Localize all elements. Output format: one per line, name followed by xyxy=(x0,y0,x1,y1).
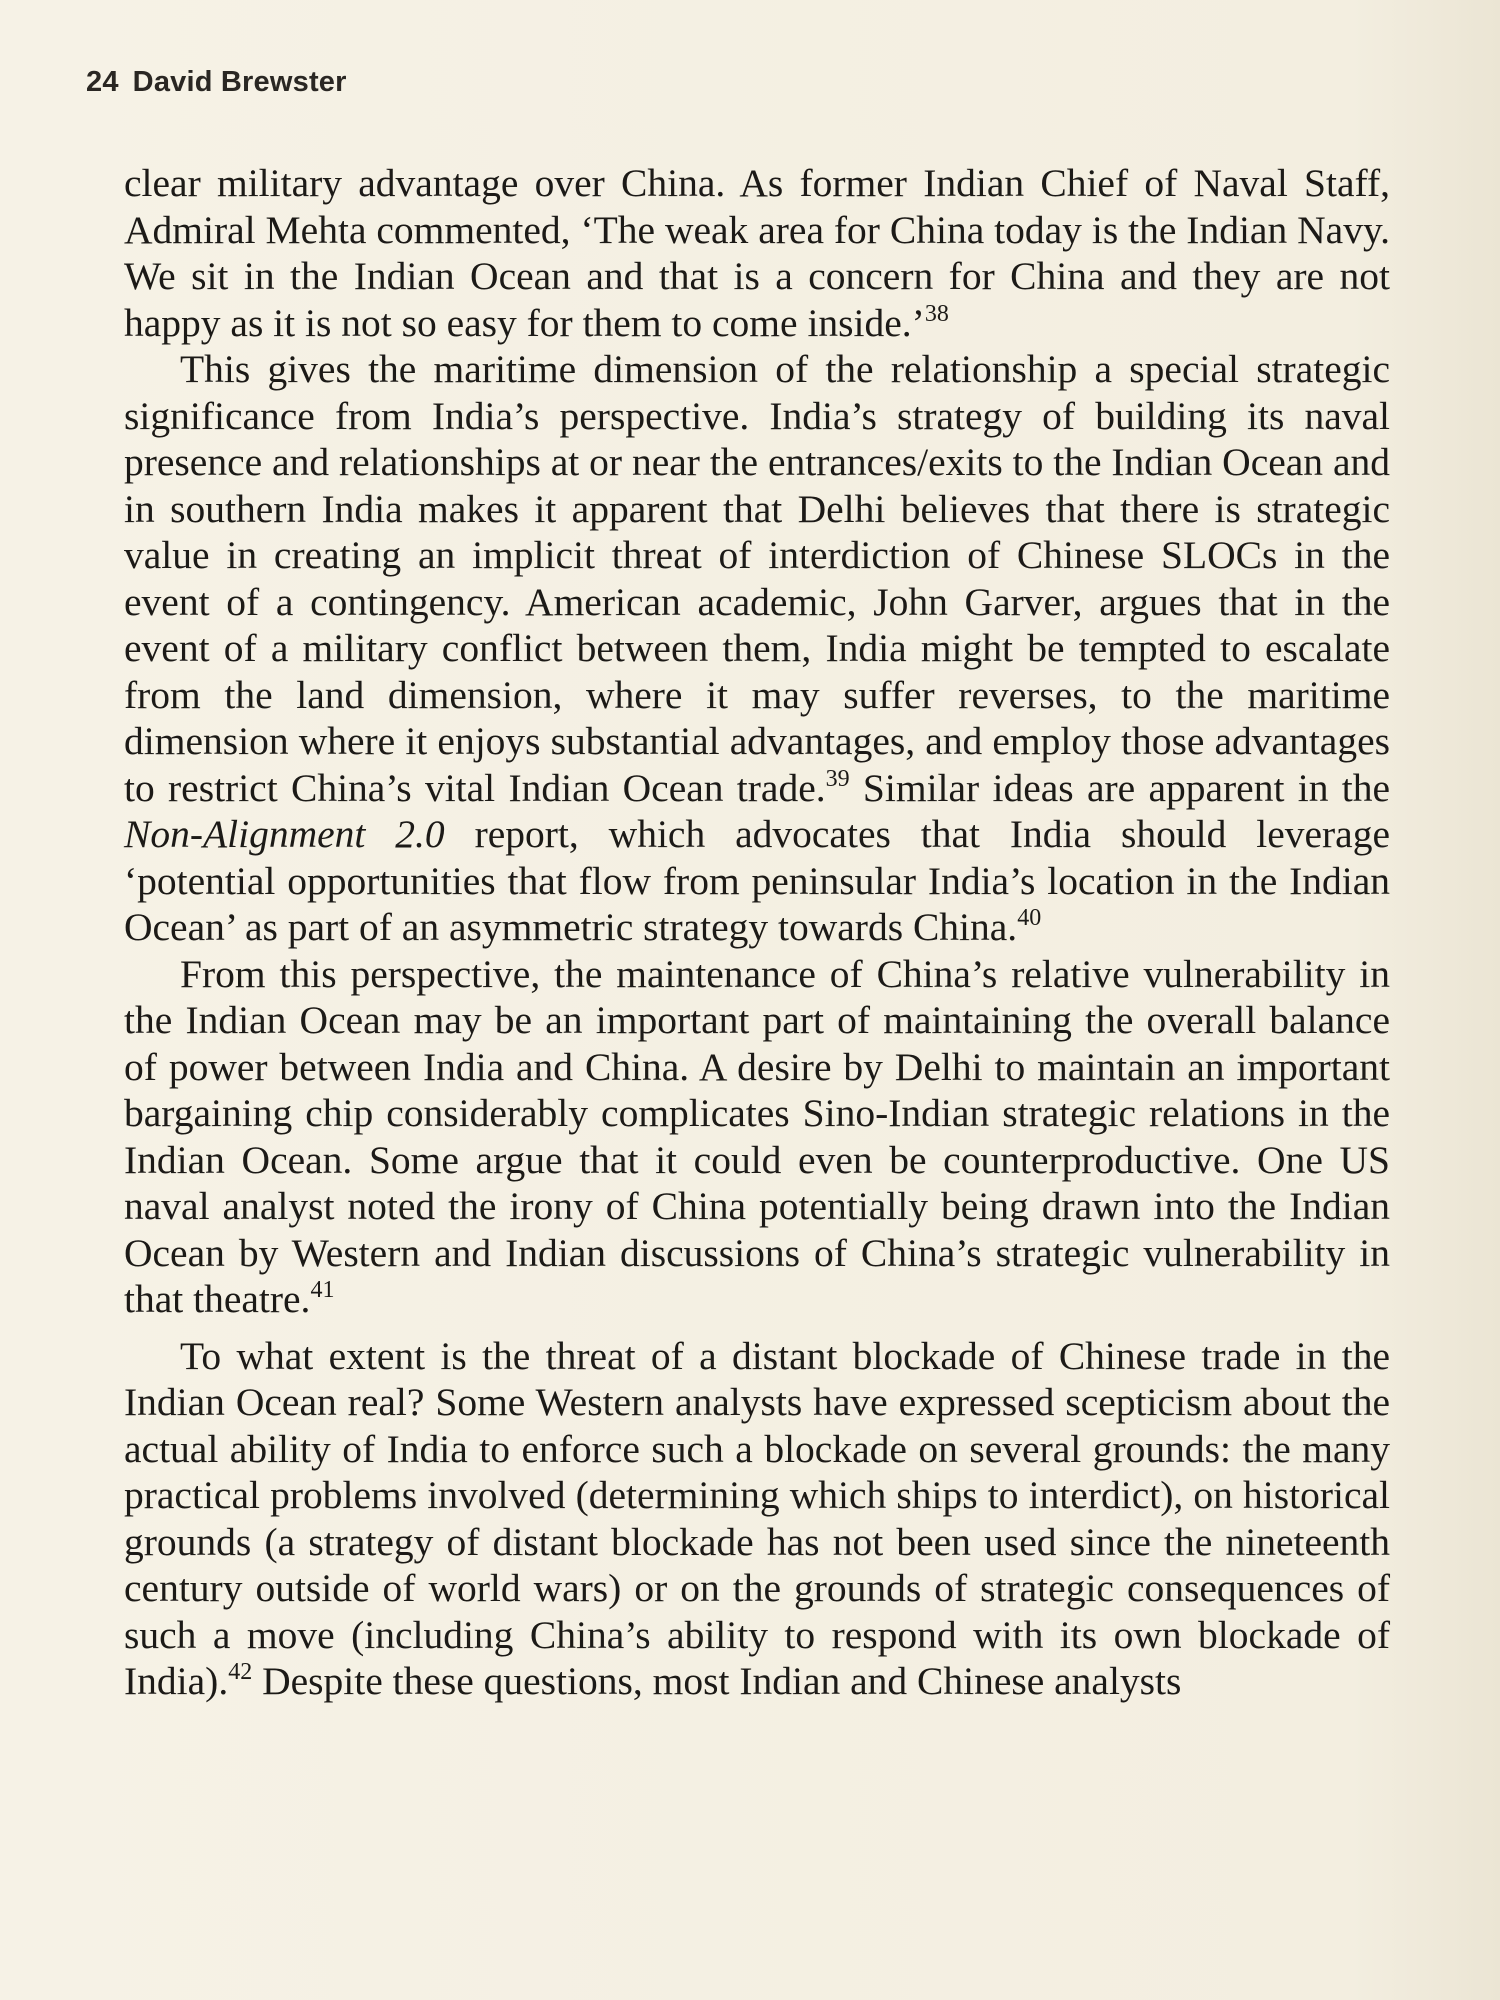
paragraph xyxy=(124,346,1390,951)
text-run: Despite these questions, most Indian and Chinese analysts xyxy=(252,1659,1182,1703)
italic-title: Non-Alignment 2.0 xyxy=(124,812,445,856)
footnote-ref: 41 xyxy=(310,1277,335,1303)
body-text xyxy=(124,160,1390,1705)
paragraph xyxy=(124,1333,1390,1705)
paragraph xyxy=(124,951,1390,1323)
running-head-author: David Brewster xyxy=(132,66,347,98)
footnote-ref: 42 xyxy=(228,1659,253,1685)
page-number: 24 xyxy=(86,66,119,98)
text-run: From this perspective, the maintenance of China’s relative vulnerability in the Indian Ocean may be an important part of maintaining the overall balance of power between India and China. A desire by Delhi to maintain an important bargaining chip considerably complicates Sino-Indian strategic relations in the Indian Ocean. Some argue that it could even be counterproductive. One US naval analyst noted the irony of China potentially being drawn into the Indian Ocean by Western and Indian discussions of China’s strategic vulnerability in that theatre. xyxy=(124,951,1390,1321)
text-run: To what extent is the threat of a distant blockade of Chinese trade in the Indian Ocean real? Some Western analysts have expressed scepticism about the actual ability of India to enforce such a blockade on several grounds: the many practical problems involved (determining which ships to interdict), on historical grounds (a strategy of distant blockade has not been used since the nineteenth century outside of world wars) or on the grounds of strategic consequences of such a move (including China’s ability to respond with its own blockade of India). xyxy=(124,1333,1390,1703)
paragraph xyxy=(124,160,1390,346)
text-run: This gives the maritime dimension of the relationship a special strategic significance from India’s perspective. India’s strategy of building its naval presence and relationships at or near the entrances/exits to the Indian Ocean and in southern India makes it apparent that Delhi believes that there is strategic value in creating an implicit threat of interdiction of Chinese SLOCs in the event of a contingency. American academic, John Garver, argues that in the event of a military conflict between them, India might be tempted to escalate from the land dimension, where it may suffer reverses, to the maritime dimension where it enjoys substantial advantages, and employ those advantages to restrict China’s vital Indian Ocean trade. xyxy=(124,347,1390,810)
running-head xyxy=(86,66,347,99)
text-run: report, which advocates that India should leverage ‘potential opportunities that flow from peninsular India’s location in the Indian Ocean’ as part of an asymmetric strategy towards China. xyxy=(124,812,1390,949)
text-run: clear military advantage over China. As former Indian Chief of Naval Staff, Admiral Mehta commented, ‘The weak area for China today is the Indian Navy. We sit in the Indian Ocean and that is a concern for China and they are not happy as it is not so easy for them to come inside.’ xyxy=(124,161,1390,345)
footnote-ref: 38 xyxy=(924,300,949,327)
footnote-ref: 40 xyxy=(1017,905,1042,931)
footnote-ref: 39 xyxy=(825,765,850,792)
text-run: Similar ideas are apparent in the xyxy=(849,765,1390,810)
